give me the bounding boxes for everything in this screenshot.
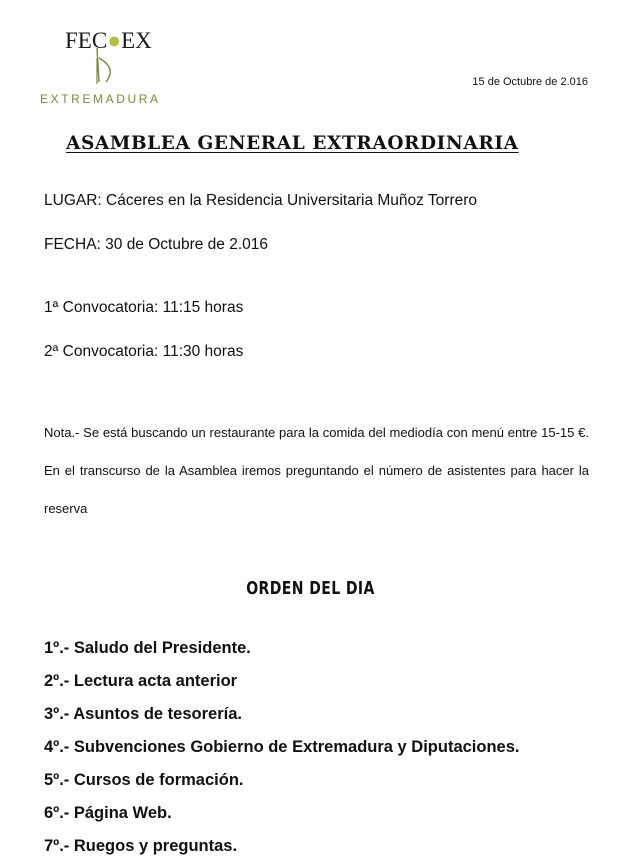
agenda-list (44, 636, 519, 867)
agenda-item: 5º.- Cursos de formación. (44, 771, 244, 789)
agenda-item: 1º.- Saludo del Presidente. (44, 639, 251, 657)
agenda-item: 7º.- Ruegos y preguntas. (44, 837, 238, 855)
agenda-item: 3º.- Asuntos de tesorería. (44, 705, 242, 723)
logo-subtitle: EXTREMADURA (40, 92, 161, 106)
fecoex-logo (40, 28, 180, 110)
logo-dot-icon: ● (107, 28, 122, 53)
agenda-heading: ORDEN DEL DIA (246, 578, 375, 599)
note-paragraph: Nota.- Se está buscando un restaurante para la comida del mediodía con menú entre 15-15 €. En el transcurso de la Asamblea iremos preguntando el número de asistentes para hacer la reserva (44, 425, 589, 516)
document-title: ASAMBLEA GENERAL EXTRAORDINARIA (66, 133, 519, 154)
agenda-item: 4º.- Subvenciones Gobierno de Extremadura y Diputaciones. (44, 738, 520, 756)
convocatoria-2-line: 2ª Convocatoria: 11:30 horas (44, 343, 244, 360)
convocatoria-1-line: 1ª Convocatoria: 11:15 horas (44, 299, 244, 316)
agenda-item: 2º.- Lectura acta anterior (44, 672, 238, 690)
document-date: 15 de Octubre de 2.016 (472, 76, 588, 88)
lugar-line: LUGAR: Cáceres en la Residencia Universitaria Muñoz Torrero (44, 192, 478, 209)
fecha-line: FECHA: 30 de Octubre de 2.016 (44, 236, 269, 253)
agenda-item: 6º.- Página Web. (44, 804, 172, 822)
logo-wordmark: FEC●EX (65, 28, 152, 53)
